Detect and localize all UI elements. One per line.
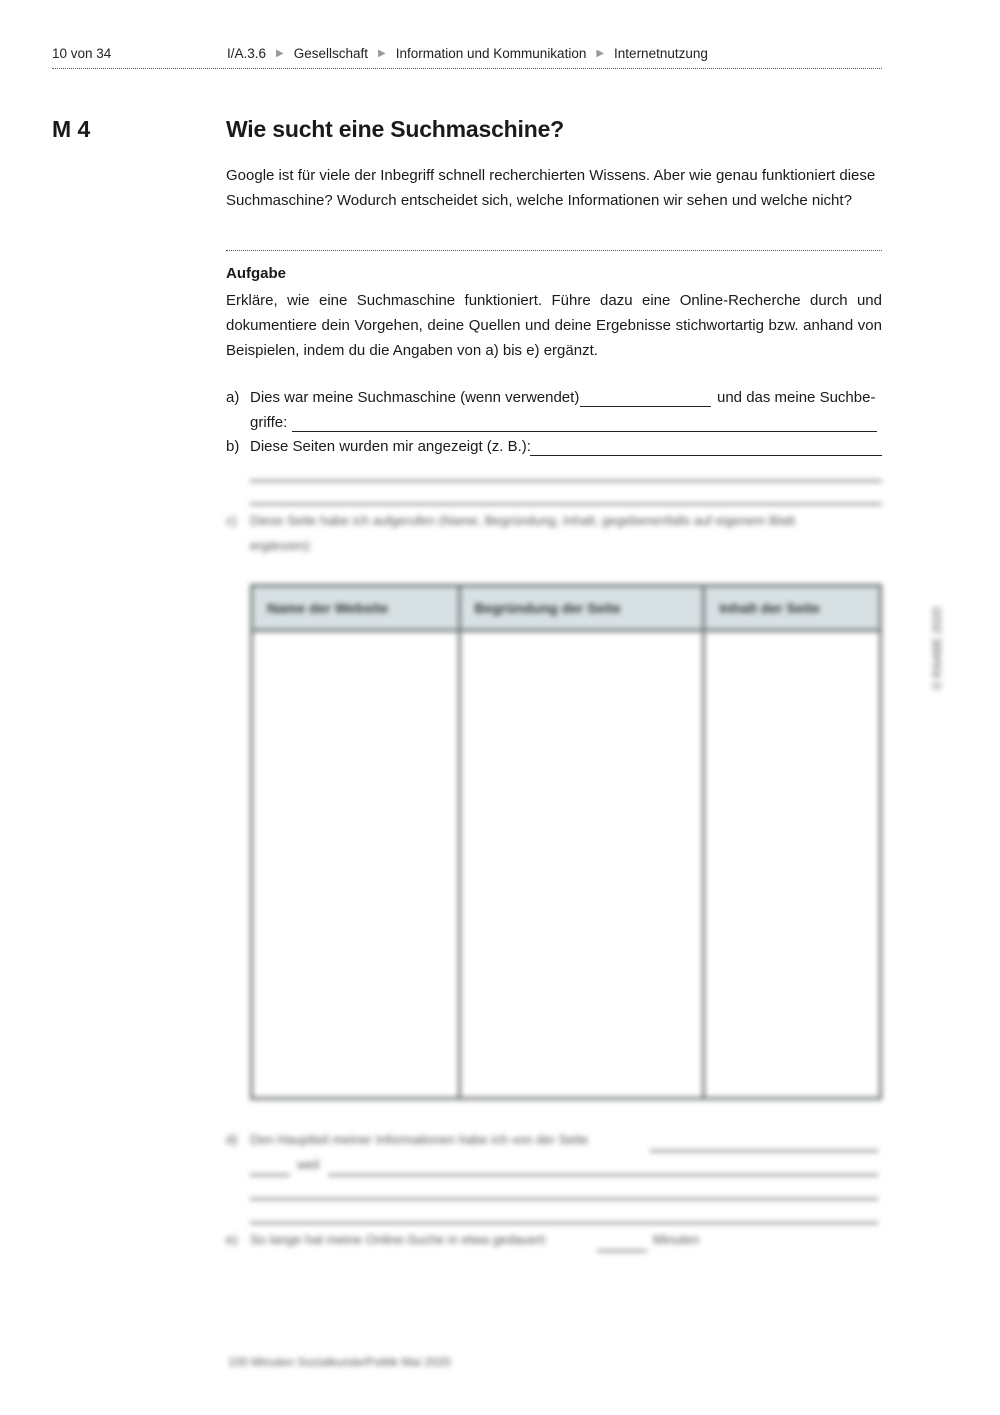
item-c-label: c) xyxy=(226,513,237,528)
material-label: M 4 xyxy=(52,116,91,142)
table-cell-content[interactable] xyxy=(704,631,881,1099)
triangle-right-icon: ▶ xyxy=(378,48,386,59)
item-d-text: Den Hauptteil meiner Informationen habe ich von der Seite xyxy=(250,1132,589,1147)
answer-line[interactable] xyxy=(328,1174,878,1176)
item-d-text-2: weil xyxy=(297,1157,320,1172)
item-e-label: e) xyxy=(226,1232,238,1247)
answer-line-search-terms[interactable] xyxy=(292,431,877,432)
triangle-right-icon: ▶ xyxy=(596,48,605,59)
table-header-reason: Begründung der Seite xyxy=(459,586,704,631)
page-title: Wie sucht eine Suchmaschine? xyxy=(226,116,565,142)
breadcrumb-item: I/A.3.6 xyxy=(227,46,267,61)
item-b-label: b) xyxy=(226,438,240,455)
triangle-right-icon: ▶ xyxy=(276,48,284,59)
answer-line[interactable] xyxy=(597,1250,647,1252)
breadcrumb-item: Information und Kommunikation xyxy=(395,46,587,61)
item-c-text: Diese Seite habe ich aufgerufen (Name, Begründung, Inhalt, gegebenenfalls auf eigenem Blatt xyxy=(250,513,795,528)
task-title: Aufgabe xyxy=(226,265,286,282)
answer-line[interactable] xyxy=(250,1174,290,1176)
section-divider xyxy=(226,250,882,251)
answer-line-search-engine[interactable] xyxy=(580,406,711,407)
table-cell-website[interactable] xyxy=(252,631,460,1099)
answer-line-pages-shown[interactable] xyxy=(530,455,882,456)
task-text: Erkläre, wie eine Suchmaschine funktioniert. Führe dazu eine Online-Recherche durch und dokumentiere dein Vorgehen, deine Quellen und deine Ergebnisse stichwortartig bzw. anhand von Beispielen, indem du die Angaben von a) bis e) ergänzt. xyxy=(226,292,882,359)
item-c-text-2: ergänzen): xyxy=(250,538,313,553)
item-a-text-3: griffe: xyxy=(250,414,288,431)
item-a-text-2: und das meine Suchbe- xyxy=(717,389,876,406)
answer-line[interactable] xyxy=(250,480,882,482)
table-header-website: Name der Website xyxy=(252,586,460,631)
footer-text: 100 Minuten Sozialkunde/Politik Mai 2020 xyxy=(228,1355,451,1369)
table-header-content: Inhalt der Seite xyxy=(704,586,881,631)
item-a-label: a) xyxy=(226,389,240,406)
breadcrumb xyxy=(227,46,708,61)
item-b-text: Diese Seiten wurden mir angezeigt (z. B.): xyxy=(250,438,531,455)
answer-line[interactable] xyxy=(250,503,882,505)
side-copyright: © RAABE 2020 xyxy=(930,607,944,690)
table-cell-reason[interactable] xyxy=(459,631,704,1099)
header-divider xyxy=(52,68,882,69)
intro-line: Google ist für viele der Inbegriff schnell recherchierten Wissens. Aber wie genau funktioniert diese xyxy=(226,167,876,184)
item-d-label: d) xyxy=(226,1132,238,1147)
item-e-text: So lange hat meine Online-Suche in etwa gedauert: xyxy=(250,1232,548,1247)
breadcrumb-item: Gesellschaft xyxy=(293,46,369,61)
answer-line[interactable] xyxy=(250,1198,878,1200)
page-header xyxy=(52,44,882,66)
intro-line: Suchmaschine? Wodurch entscheidet sich, welche Informationen wir sehen und welche nicht? xyxy=(226,192,852,209)
results-table xyxy=(250,584,882,1100)
item-e-text-2: Minuten xyxy=(653,1232,700,1247)
answer-line[interactable] xyxy=(650,1150,878,1152)
item-a-text: Dies war meine Suchmaschine (wenn verwendet) xyxy=(250,389,580,406)
page-number: 10 von 34 xyxy=(52,46,112,61)
answer-line[interactable] xyxy=(250,1222,878,1224)
intro-text xyxy=(226,163,882,213)
breadcrumb-item: Internetnutzung xyxy=(614,46,708,61)
